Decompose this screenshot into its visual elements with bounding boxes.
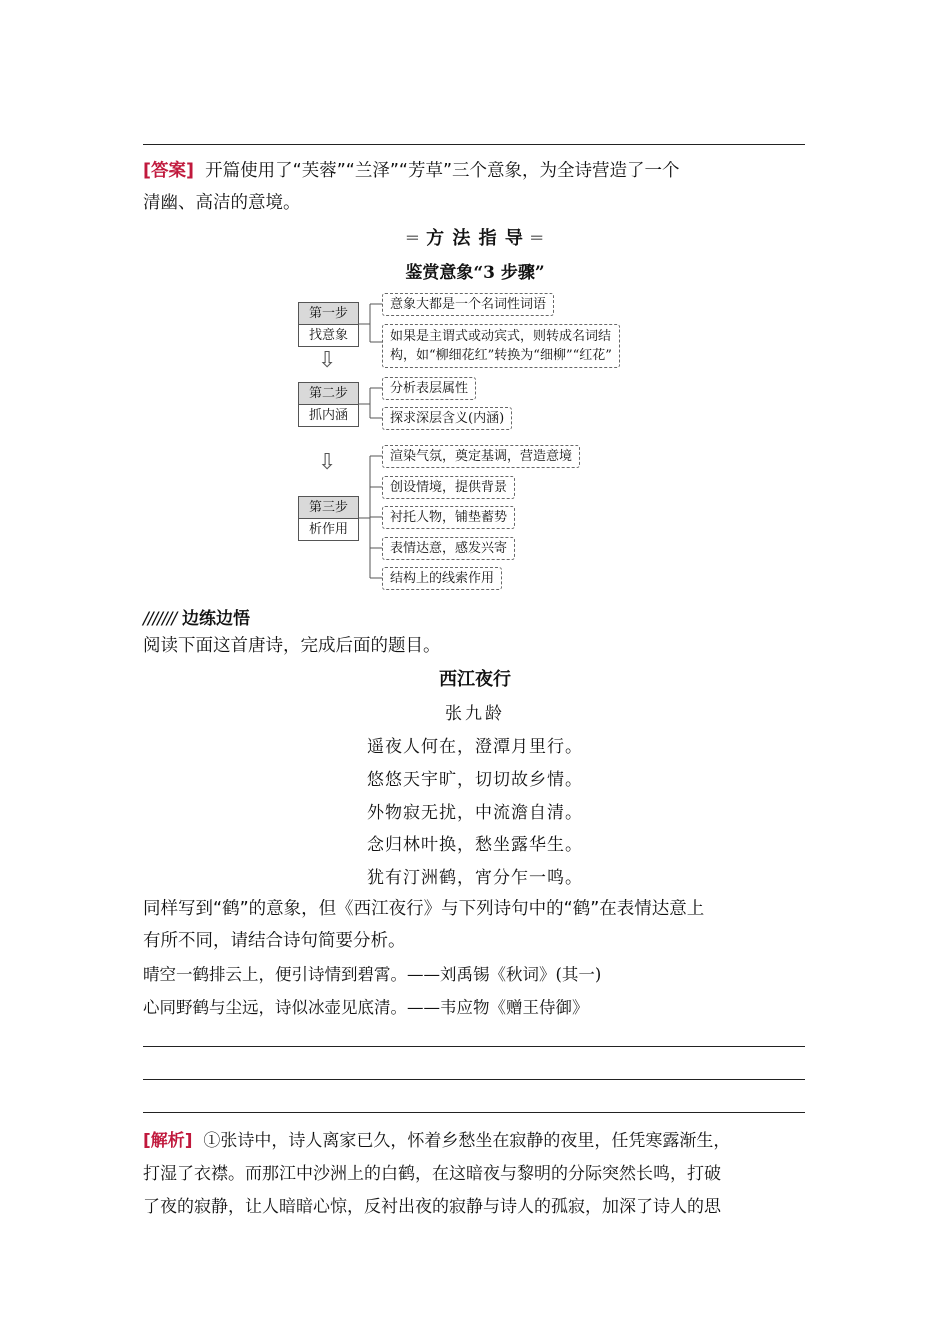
quote-1: 晴空一鹤排云上，便引诗情到碧霄。——刘禹锡《秋词》(其一)	[143, 965, 602, 984]
poem-author: 张九龄	[445, 704, 505, 724]
method-header-text: 方 法 指 导	[426, 228, 524, 249]
poem-line: 犹有汀洲鹤，宵分乍一鸣。	[367, 868, 583, 888]
analysis-paragraph	[143, 1125, 808, 1224]
step3-item: 创设情境，提供背景	[382, 476, 515, 499]
analysis-line3: 了夜的寂静，让人暗暗心惊，反衬出夜的寂静与诗人的孤寂，加深了诗人的思	[143, 1197, 721, 1217]
answer-blank-line[interactable]	[143, 1046, 805, 1047]
answer-text-line2: 清幽、高洁的意境。	[143, 193, 301, 213]
header-right-bars: ═	[531, 228, 544, 249]
step2-item: 分析表层属性	[382, 377, 476, 400]
method-header	[0, 224, 950, 250]
poem-title: 西江夜行	[439, 669, 511, 690]
answer-blank-line[interactable]	[143, 1079, 805, 1080]
practice-heading	[143, 604, 250, 629]
poem-line: 悠悠天宇旷，切切故乡情。	[367, 770, 583, 790]
step2-item: 探求深层含义(内涵)	[382, 407, 512, 430]
step1-item-multiline	[382, 324, 620, 368]
step-box-1	[298, 302, 359, 347]
step1-action: 找意象	[299, 325, 358, 346]
method-title: 鉴赏意象“3 步骤”	[405, 263, 545, 283]
down-arrow-icon: ⇩	[318, 348, 337, 373]
header-left-bars: ═	[406, 228, 419, 249]
question-line1: 同样写到“鹤”的意象，但《西江夜行》与下列诗句中的“鹤”在表情达意上	[143, 899, 705, 919]
step1-item: 意象大都是一个名词性词语	[382, 293, 554, 316]
answer-paragraph	[143, 155, 808, 219]
poem-line: 外物寂无扰，中流澹自清。	[367, 803, 583, 823]
top-divider	[143, 144, 805, 145]
step1-label: 第一步	[299, 303, 358, 325]
poem-line: 念归林叶换，愁坐露华生。	[367, 835, 583, 855]
analysis-line1: ①张诗中，诗人离家已久，怀着乡愁坐在寂静的夜里，任凭寒露渐生，	[203, 1131, 731, 1151]
answer-text-line1: 开篇使用了“芙蓉”“兰泽”“芳草”三个意象，为全诗营造了一个	[205, 161, 680, 181]
step3-label: 第三步	[299, 497, 358, 519]
step3-item: 表情达意，感发兴寄	[382, 537, 515, 560]
step2-label: 第二步	[299, 383, 358, 405]
step3-action: 析作用	[299, 519, 358, 540]
step3-item: 结构上的线索作用	[382, 567, 502, 590]
step1-item-line: 构，如“柳细花红”转换为“细柳”“红花”	[390, 348, 612, 363]
step3-item: 渲染气氛，奠定基调，营造意境	[382, 445, 580, 468]
step3-item: 衬托人物，铺垫蓄势	[382, 506, 515, 529]
analysis-line2: 打湿了衣襟。而那江中沙洲上的白鹤，在这暗夜与黎明的分际突然长鸣，打破	[143, 1164, 721, 1184]
step-box-2	[298, 382, 359, 427]
step1-item-line: 如果是主谓式或动宾式，则转成名词结	[390, 329, 612, 344]
practice-slashes: ///////	[143, 609, 177, 629]
analysis-tag: [解析]	[143, 1131, 193, 1151]
down-arrow-icon: ⇩	[318, 450, 337, 475]
step2-action: 抓内涵	[299, 405, 358, 426]
answer-tag: [答案]	[143, 161, 194, 181]
question-line2: 有所不同，请结合诗句简要分析。	[143, 931, 406, 951]
step-box-3	[298, 496, 359, 541]
question-paragraph	[143, 893, 808, 957]
poem-line: 遥夜人何在，澄潭月里行。	[367, 737, 583, 757]
practice-intro: 阅读下面这首唐诗，完成后面的题目。	[143, 636, 441, 656]
practice-label: 边练边悟	[182, 609, 251, 629]
quote-2: 心同野鹤与尘远，诗似冰壶见底清。——韦应物《赠王侍御》	[143, 998, 589, 1017]
answer-blank-line[interactable]	[143, 1112, 805, 1113]
